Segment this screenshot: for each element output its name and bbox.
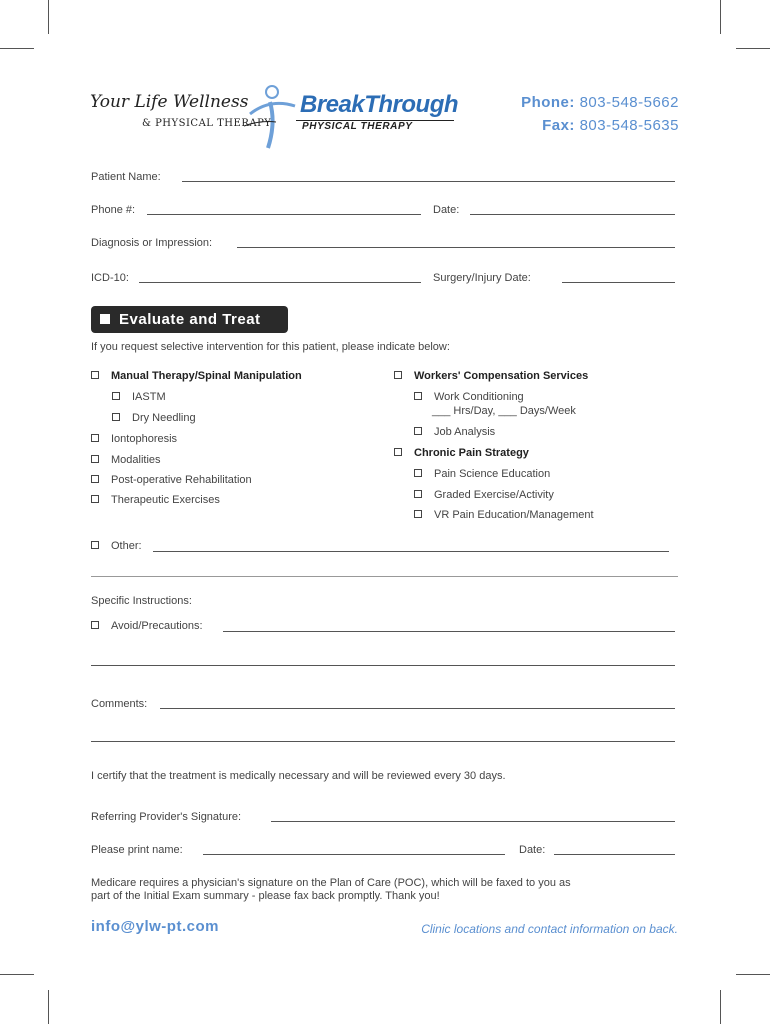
option-job-analysis[interactable]: Job Analysis xyxy=(414,426,495,438)
date2-label: Date: xyxy=(519,844,546,856)
option-work-conditioning[interactable]: Work Conditioning xyxy=(414,391,524,403)
checkbox-icon[interactable] xyxy=(91,475,99,483)
option-manual-therapy[interactable]: Manual Therapy/Spinal Manipulation xyxy=(91,370,302,382)
logo xyxy=(90,78,460,156)
option-iastm[interactable]: IASTM xyxy=(112,391,166,403)
evaluate-treat-heading xyxy=(91,306,288,333)
fax-label: Fax: xyxy=(542,117,575,134)
phone-label: Phone: xyxy=(521,94,575,111)
hrs-days-text: ___ Hrs/Day, ___ Days/Week xyxy=(432,405,576,417)
checkbox-icon[interactable] xyxy=(91,455,99,463)
option-vr-pain[interactable]: VR Pain Education/Management xyxy=(414,509,594,521)
option-iontophoresis[interactable]: Iontophoresis xyxy=(91,433,177,445)
print-name-label: Please print name: xyxy=(91,844,183,856)
option-pain-science[interactable]: Pain Science Education xyxy=(414,468,550,480)
crop-mark xyxy=(0,48,34,49)
checkbox-icon[interactable] xyxy=(91,541,99,549)
checkbox-icon[interactable] xyxy=(414,469,422,477)
crop-mark xyxy=(48,990,49,1024)
phone-value: 803-548-5662 xyxy=(579,94,679,111)
checkbox-icon[interactable] xyxy=(414,490,422,498)
evaluate-treat-title: Evaluate and Treat xyxy=(119,311,261,328)
logo-right-line1: BreakThrough xyxy=(300,91,459,118)
date2-field[interactable] xyxy=(554,854,675,855)
checkbox-icon[interactable] xyxy=(91,621,99,629)
logo-left-line2: & PHYSICAL THERAPY xyxy=(142,118,272,129)
surgery-date-field[interactable] xyxy=(562,282,675,283)
patient-name-field[interactable] xyxy=(182,181,675,182)
certify-text: I certify that the treatment is medically necessary and will be reviewed every 30 days. xyxy=(91,770,506,782)
signature-label: Referring Provider's Signature: xyxy=(91,811,242,823)
checkbox-icon[interactable] xyxy=(394,371,402,379)
icd10-label: ICD-10: xyxy=(91,272,129,284)
icd10-field[interactable] xyxy=(139,282,421,283)
comments-field[interactable] xyxy=(160,708,675,709)
crop-mark xyxy=(48,0,49,34)
checkbox-icon[interactable] xyxy=(112,392,120,400)
medicare-line2: part of the Initial Exam summary - please fax back promptly. Thank you! xyxy=(91,890,440,902)
option-post-op[interactable]: Post-operative Rehabilitation xyxy=(91,474,252,486)
specific-instructions-label: Specific Instructions: xyxy=(91,595,192,607)
checkbox-icon[interactable] xyxy=(91,434,99,442)
crop-mark xyxy=(736,974,770,975)
option-avoid[interactable]: Avoid/Precautions: xyxy=(91,620,203,632)
checkbox-icon[interactable] xyxy=(112,413,120,421)
crop-mark xyxy=(720,0,721,34)
fax-line xyxy=(542,117,679,134)
date-label: Date: xyxy=(433,204,460,216)
square-icon xyxy=(100,314,110,324)
comments-label: Comments: xyxy=(91,698,148,710)
option-other[interactable]: Other: xyxy=(91,540,142,552)
crop-mark xyxy=(0,974,34,975)
checkbox-icon[interactable] xyxy=(91,371,99,379)
figure-swoosh-icon xyxy=(240,78,300,156)
avoid-field-line2[interactable] xyxy=(91,665,675,666)
diagnosis-label: Diagnosis or Impression: xyxy=(91,237,213,249)
phone-field[interactable] xyxy=(147,214,421,215)
crop-mark xyxy=(736,48,770,49)
other-field[interactable] xyxy=(153,551,669,552)
option-workers-comp[interactable]: Workers' Compensation Services xyxy=(394,370,588,382)
checkbox-icon[interactable] xyxy=(414,510,422,518)
signature-field[interactable] xyxy=(271,821,675,822)
crop-mark xyxy=(720,990,721,1024)
checkbox-icon[interactable] xyxy=(394,448,402,456)
phone-field-label: Phone #: xyxy=(91,204,136,216)
logo-right-line2: PHYSICAL THERAPY xyxy=(302,121,413,132)
phone-line xyxy=(521,94,679,111)
checkbox-icon[interactable] xyxy=(414,392,422,400)
checkbox-icon[interactable] xyxy=(414,427,422,435)
footer-email[interactable]: info@ylw-pt.com xyxy=(91,918,219,935)
date-field[interactable] xyxy=(470,214,675,215)
patient-name-label: Patient Name: xyxy=(91,171,161,183)
fax-value: 803-548-5635 xyxy=(579,117,679,134)
avoid-field[interactable] xyxy=(223,631,675,632)
medicare-line1: Medicare requires a physician's signature on the Plan of Care (POC), which will be faxed to you as xyxy=(91,877,571,889)
comments-field-line2[interactable] xyxy=(91,741,675,742)
option-chronic-pain[interactable]: Chronic Pain Strategy xyxy=(394,447,529,459)
checkbox-icon[interactable] xyxy=(91,495,99,503)
option-therapeutic[interactable]: Therapeutic Exercises xyxy=(91,494,220,506)
print-name-field[interactable] xyxy=(203,854,505,855)
option-graded-exercise[interactable]: Graded Exercise/Activity xyxy=(414,489,554,501)
footer-note: Clinic locations and contact information on back. xyxy=(421,922,678,936)
option-modalities[interactable]: Modalities xyxy=(91,454,161,466)
section-divider xyxy=(91,576,678,577)
option-dry-needling[interactable]: Dry Needling xyxy=(112,412,196,424)
diagnosis-field[interactable] xyxy=(237,247,675,248)
surgery-date-label: Surgery/Injury Date: xyxy=(433,272,531,284)
logo-left-line1: Your Life Wellness xyxy=(90,92,249,112)
intro-text: If you request selective intervention for this patient, please indicate below: xyxy=(91,341,450,353)
